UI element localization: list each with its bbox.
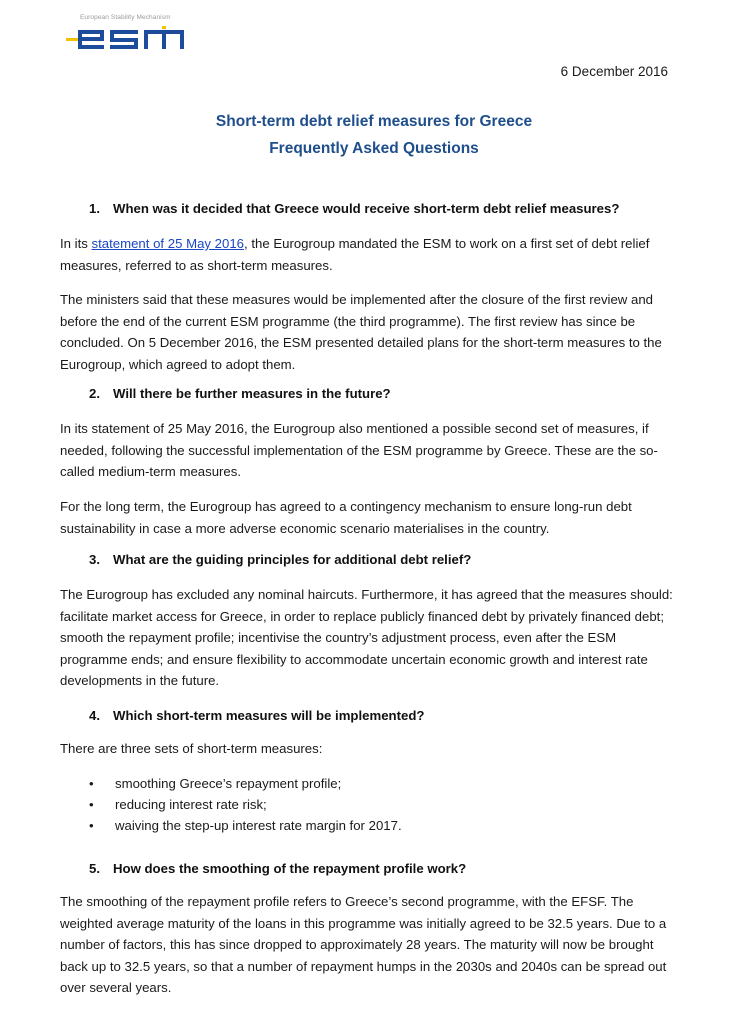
- answer-2-paragraph-1: In its statement of 25 May 2016, the Eurogroup also mentioned a possible second set of measures, if needed, following the successful implementation of the ESM programme by Greece. These are the so-called medium-term measures.: [60, 421, 658, 479]
- logo-subtitle: European Stability Mechanism: [80, 14, 171, 21]
- question-3: [89, 552, 471, 567]
- text: , the Eurogroup mandated the ESM to work on a first set of debt relief measures, referred to as short-term measures.: [60, 236, 650, 273]
- document-subtitle: Frequently Asked Questions: [269, 140, 479, 157]
- answer-1-paragraph-2: The ministers said that these measures would be implemented after the closure of the first review and before the end of the current ESM programme (the third programme). The first review has since be concluded. On 5 December 2016, the ESM presented detailed plans for the short-term measures to the Eurogroup, which agreed to adopt them.: [60, 292, 662, 372]
- text: In its: [60, 236, 92, 251]
- question-number: 3.: [89, 552, 100, 567]
- question-text: When was it decided that Greece would receive short-term debt relief measures?: [113, 201, 620, 216]
- question-1: [89, 201, 619, 216]
- bullet-icon: •: [89, 797, 94, 812]
- bullet-text: waiving the step-up interest rate margin for 2017.: [115, 818, 402, 833]
- bullet-text: smoothing Greece’s repayment profile;: [115, 776, 342, 791]
- question-text: How does the smoothing of the repayment profile work?: [113, 861, 467, 876]
- answer-5-paragraph-1: The smoothing of the repayment profile refers to Greece’s second programme, with the EFSF. The weighted average maturity of the loans in this programme was initially agreed to be 32.5 years. Due to a number of factors, this has since dropped to approximately 28 years. The maturity will now be brought back up to 32.5 years, so that a number of repayment humps in the 2030s and 2040s can be spread out over several years.: [60, 894, 667, 995]
- question-text: What are the guiding principles for additional debt relief?: [113, 552, 472, 567]
- answer-2-paragraph-2: For the long term, the Eurogroup has agreed to a contingency mechanism to ensure long-run debt sustainability in case a more adverse economic scenario materialises in the country.: [60, 499, 632, 536]
- question-text: Which short-term measures will be implemented?: [113, 708, 425, 723]
- question-4: [89, 708, 424, 723]
- question-2: [89, 386, 391, 401]
- bullet-text: reducing interest rate risk;: [115, 797, 267, 812]
- document-title: Short-term debt relief measures for Greece: [215, 113, 533, 130]
- question-number: 2.: [89, 386, 100, 401]
- bullet-icon: •: [89, 818, 94, 833]
- answer-3-paragraph-1: The Eurogroup has excluded any nominal haircuts. Furthermore, it has agreed that the measures should: facilitate market access for Greece, in order to replace publicly financed debt by privately financed debt; smooth the repayment profile; incentivise the country’s adjustment process, even after the ESM programme ends; and ensure flexibility to accommodate uncertain economic growth and interest rate developments in the future.: [60, 587, 673, 688]
- statement-link[interactable]: statement of 25 May 2016: [91, 236, 244, 251]
- question-number: 5.: [89, 861, 100, 876]
- bullet-item: [89, 815, 402, 836]
- esm-logo-icon: [66, 26, 196, 52]
- document-date: 6 December 2016: [560, 64, 668, 79]
- question-number: 1.: [89, 201, 100, 216]
- bullet-item: [89, 794, 267, 815]
- answer-1-paragraph-1: [60, 233, 680, 276]
- bullet-item: [89, 773, 341, 794]
- question-text: Will there be further measures in the future?: [113, 386, 391, 401]
- answer-4-paragraph-1: There are three sets of short-term measures:: [60, 741, 323, 756]
- question-5: [89, 861, 466, 876]
- bullet-icon: •: [89, 776, 94, 791]
- question-number: 4.: [89, 708, 100, 723]
- esm-logo: [66, 8, 196, 52]
